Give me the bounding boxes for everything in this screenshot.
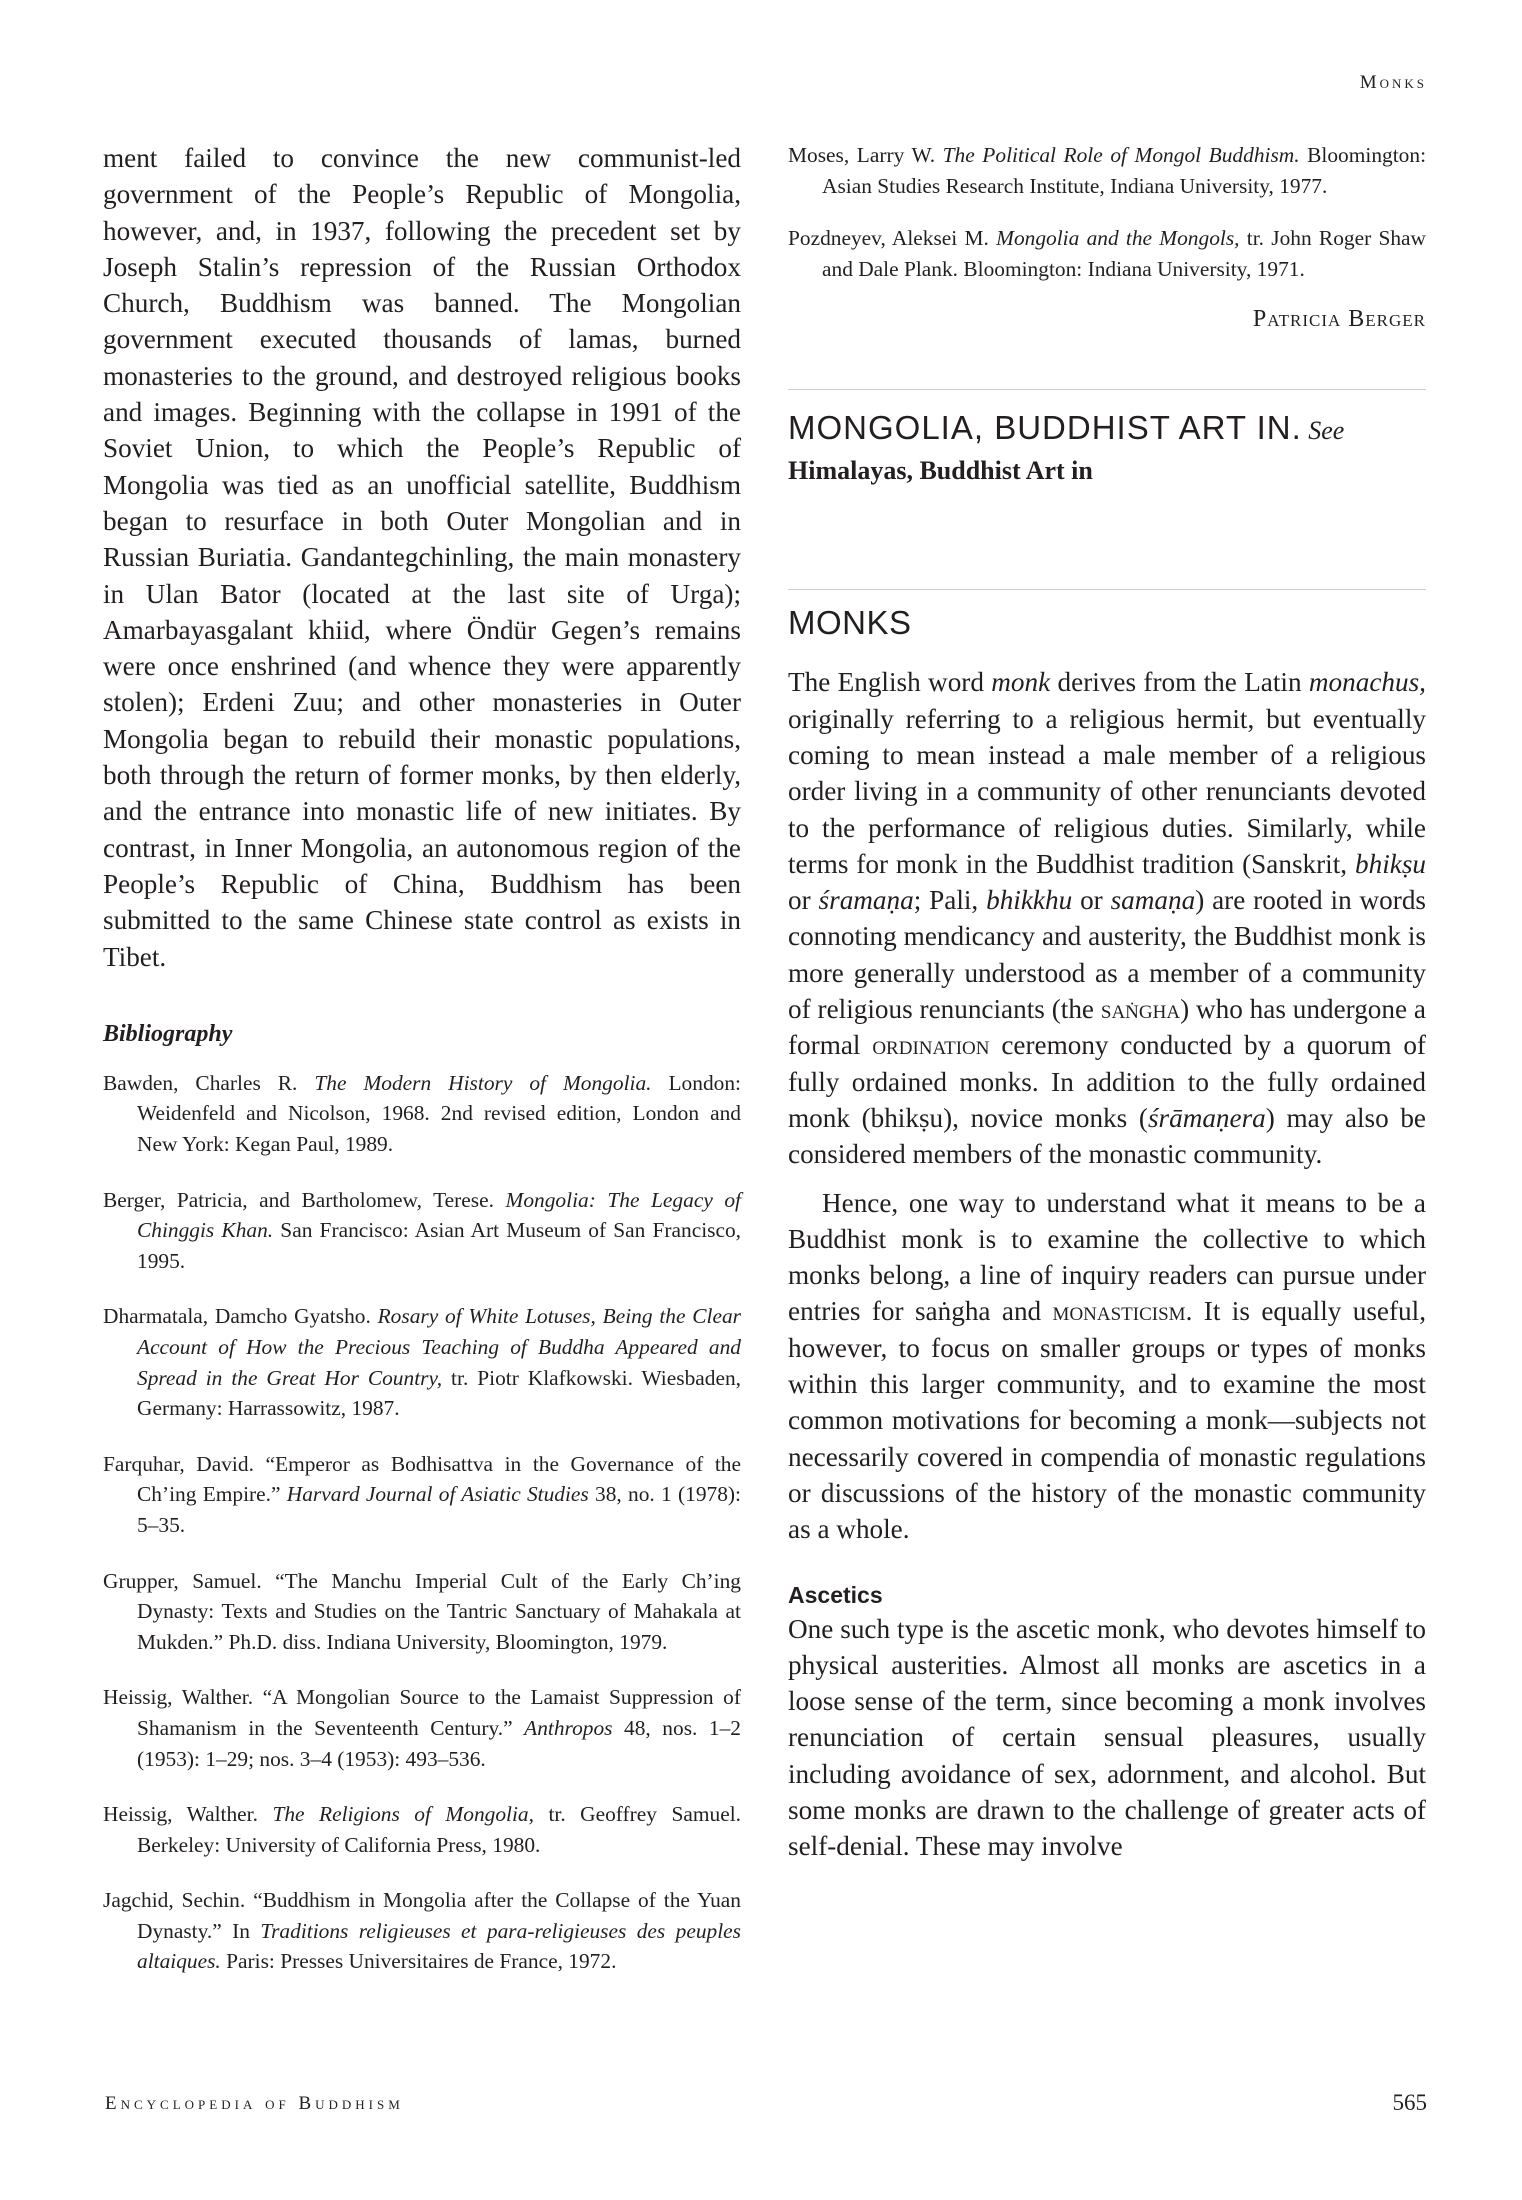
xref-sangha[interactable]: saṅgha xyxy=(1100,994,1181,1025)
section-divider xyxy=(788,389,1426,390)
bibliography-entry: Farquhar, David. “Emperor as Bodhisattva in the Governance of the Ch’ing Empire.” Harvard Journal of Asiatic Studies 38, no. 1 (1978): 5–35. xyxy=(103,1451,741,1537)
author-signature: Patricia Berger xyxy=(1252,306,1426,333)
bibliography-entry: Jagchid, Sechin. “Buddhism in Mongolia after the Collapse of the Yuan Dynasty.” In Traditions religieuses et para-religieuses des peuples altaiques. Paris: Presses Universitaires de France, 1972. xyxy=(103,1888,741,1974)
entry-title: MONKS xyxy=(788,604,912,642)
page-number: 565 xyxy=(1392,2090,1427,2115)
bibliography-entry: Grupper, Samuel. “The Manchu Imperial Cult of the Early Ch’ing Dynasty: Texts and Studies on the Tantric Sanctuary of Mahakala at Mukden.” Ph.D. diss. Indiana University, Bloomington, 1979. xyxy=(103,1568,741,1654)
body-paragraph: One such type is the ascetic monk, who devotes himself to physical austerities. Almost all monks are ascetics in a loose sense of the term, since becoming a monk involves renunciation of certain sensual pleasures, usually including avoidance of sex, adornment, and alcohol. But some monks are drawn to the challenge of greater acts of self-denial. These may involve xyxy=(788,1613,1426,1862)
left-column xyxy=(103,140,741,2002)
bibliography-entry: Bawden, Charles R. The Modern History of Mongolia. London: Weidenfeld and Nicolson, 1968. 2nd revised edition, London and New York: Kegan Paul, 1989. xyxy=(103,1070,741,1157)
section-divider xyxy=(788,589,1426,590)
bibliography-entry: Dharmatala, Damcho Gyatsho. Rosary of White Lotuses, Being the Clear Account of How the Precious Teaching of Buddha Appeared and Spread in the Great Hor Country, tr. Piotr Klafkowski. Wiesbaden, Germany: Harrassowitz, 1987. xyxy=(103,1304,741,1421)
crossref-entry xyxy=(788,408,1426,491)
xref-monasticism[interactable]: monasticism xyxy=(1052,1296,1186,1327)
body-paragraph: Hence, one way to understand what it means to be a Buddhist monk is to examine the collective to which monks belong, a line of inquiry readers can pursue under entries for saṅgha and monasticism. It is equally useful, however, to focus on smaller groups or types of monks within this larger community, and to examine the most common motivations for becoming a monk—subjects not necessarily covered in compendia of monastic regulations or discussions of the history of the monastic community as a whole. xyxy=(788,1187,1426,1545)
subsection-heading: Ascetics xyxy=(788,1581,883,1608)
right-column xyxy=(788,140,1426,1865)
crossref-link[interactable]: Himalayas, Buddhist Art in xyxy=(788,456,1093,486)
crossref-title: MONGOLIA, BUDDHIST ART IN. xyxy=(788,409,1302,447)
bibliography-entry: Pozdneyev, Aleksei M. Mongolia and the Mongols, tr. John Roger Shaw and Dale Plank. Bloomington: Indiana University, 1971. xyxy=(788,226,1426,281)
bibliography-entry: Heissig, Walther. “A Mongolian Source to the Lamaist Suppression of Shamanism in the Seventeenth Century.” Anthropos 48, nos. 1–2 (1953): 1–29; nos. 3–4 (1953): 493–536. xyxy=(103,1685,741,1771)
footer-book-title: Encyclopedia of Buddhism xyxy=(105,2093,404,2114)
xref-ordination[interactable]: ordination xyxy=(872,1030,990,1061)
running-head: Monks xyxy=(1359,72,1427,93)
bibliography-heading: Bibliography xyxy=(103,1020,233,1047)
see-label: See xyxy=(1308,416,1345,446)
body-paragraph: ment failed to convince the new communist-led government of the People’s Republic of Mongolia, however, and, in 1937, following the precedent set by Joseph Stalin’s repression of the Russian Orthodox Church, Buddhism was banned. The Mongolian government executed thousands of lamas, burned monasteries to the ground, and destroyed religious books and images. Beginning with the collapse in 1991 of the Soviet Union, to which the People’s Republic of Mongolia was tied as an unofficial satellite, Buddhism began to resurface in both Outer Mongolian and in Russian Buriatia. Gandantegchinling, the main monastery in Ulan Bator (located at the last site of Urga); Amarbayasgalant khiid, where Öndür Gegen’s remains were once enshrined (and whence they were apparently stolen); Erdeni Zuu; and other monasteries in Outer Mongolia began to rebuild their monastic populations, both through the return of former monks, by then elderly, and the entrance into monastic life of new initiates. By contrast, in Inner Mongolia, an autonomous region of the People’s Republic of China, Buddhism has been submitted to the same Chinese state control as exists in Tibet. xyxy=(103,143,741,972)
bibliography-entry: Moses, Larry W. The Political Role of Mongol Buddhism. Bloomington: Asian Studies Research Institute, Indiana University, 1977. xyxy=(788,143,1427,198)
bibliography-entry: Berger, Patricia, and Bartholomew, Terese. Mongolia: The Legacy of Chinggis Khan. San Francisco: Asian Art Museum of San Francisco, 1995. xyxy=(103,1187,742,1273)
bibliography-entry: Heissig, Walther. The Religions of Mongolia, tr. Geoffrey Samuel. Berkeley: University of California Press, 1980. xyxy=(103,1802,741,1857)
body-paragraph: The English word monk derives from the Latin monachus, originally referring to a religious hermit, but eventually coming to mean instead a male member of a religious order living in a community of other renunciants devoted to the performance of religious duties. Similarly, while terms for monk in the Buddhist tradition (Sanskrit, bhikṣu or śramaṇa; Pali, bhikkhu or samaṇa) are rooted in words connoting mendicancy and austerity, the Buddhist monk is more generally understood as a member of a community of religious renunciants (the saṅgha) who has undergone a formal ordination ceremony conducted by a quorum of fully ordained monks. In addition to the fully ordained monk (bhikṣu), novice monks (śrāmaṇera) may also be considered members of the monastic community. xyxy=(788,667,1426,1170)
